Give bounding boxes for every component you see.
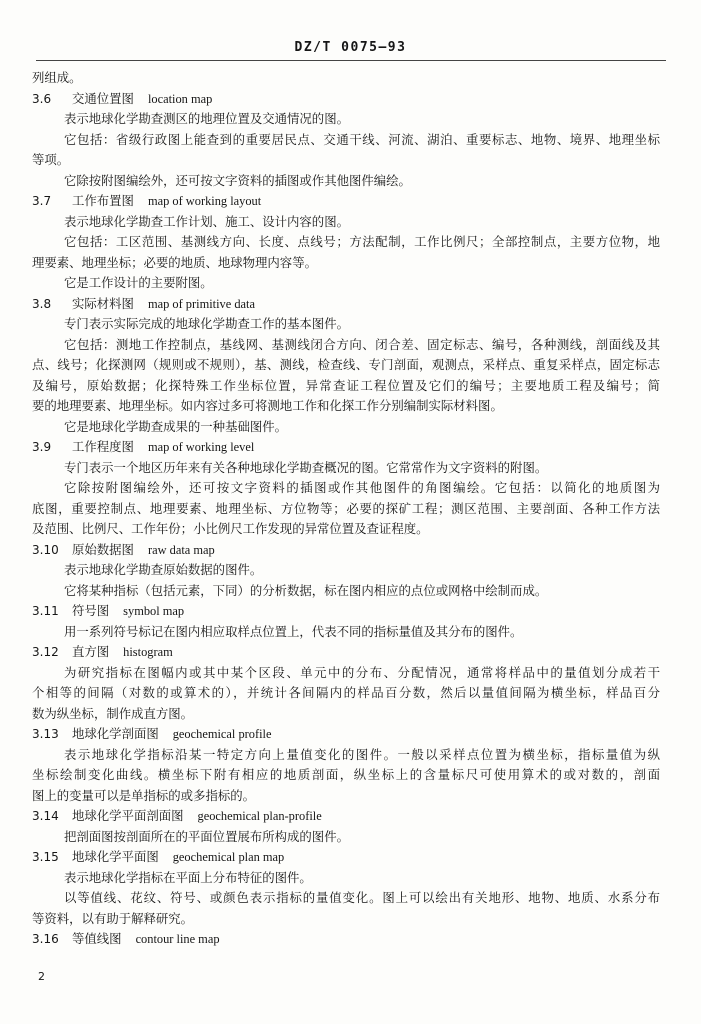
section-number: 3.6 <box>32 91 52 106</box>
standard-code-header: DZ/T 0075—93 <box>294 40 407 55</box>
term-zh: 原始数据图 <box>72 541 134 557</box>
paragraph-line: 表示地球化学勘查工作计划、施工、设计内容的图。 <box>64 213 349 229</box>
paragraph-line: 表示地球化学勘查原始数据的图件。 <box>64 562 263 577</box>
term-en: histogram <box>123 645 173 659</box>
paragraph-line: 表示地球化学指标沿某一特定方向上量值变化的图件。一般以采样点位置为横坐标，指标量值为纵 <box>64 746 660 762</box>
term-zh: 实际材料图 <box>72 295 134 311</box>
term-en: raw data map <box>147 542 215 557</box>
section-heading-3-10 <box>32 540 660 561</box>
term-en: symbol map <box>123 604 185 618</box>
paragraph-line: 它是地球化学勘查成果的一种基础图件。 <box>64 418 288 434</box>
section-number: 3.10 <box>32 542 59 557</box>
paragraph-line: 及编号，原始数据；化探特殊工作坐标位置，异常查证工程位置及它们的编号；主要地质工程及编号；简 <box>32 377 660 393</box>
section-heading-3-6 <box>32 89 660 110</box>
section-heading-3-7 <box>32 191 660 212</box>
page-number: 2 <box>38 970 45 983</box>
paragraph-line: 以等值线、花纹、符号、或颜色表示指标的量值变化。图上可以绘出有关地形、地物、地质、水系分布 <box>64 890 660 905</box>
section-heading-3-8 <box>32 294 660 315</box>
section-number: 3.8 <box>32 296 52 311</box>
term-en: geochemical profile <box>172 727 272 741</box>
section-heading-3-15 <box>32 847 660 868</box>
paragraph-line: 个相等的间隔（对数的或算术的），并统计各间隔内的样品百分数，然后以量值间隔为横坐标，样品百分 <box>32 685 660 700</box>
term-en: location map <box>147 91 213 106</box>
term-en: map of working layout <box>147 194 262 208</box>
section-heading-3-13 <box>32 724 660 745</box>
paragraph-line: 及范围、比例尺、工作年份；小比例尺工作发现的异常位置及查证程度。 <box>32 521 429 536</box>
term-zh: 地球化学平面剖面图 <box>72 808 184 823</box>
paragraph-line: 为研究指标在图幅内或其中某个区段、单元中的分布、分配情况，通常将样品中的量值划分成若干 <box>64 664 660 680</box>
paragraph-line: 它将某种指标（包括元素，下同）的分析数据，标在图内相应的点位或网格中绘制而成。 <box>64 582 548 598</box>
term-zh: 交通位置图 <box>72 90 134 106</box>
term-en: contour line map <box>135 932 220 946</box>
section-heading-3-11 <box>32 601 660 622</box>
term-en: map of working level <box>147 440 255 454</box>
paragraph-line: 用一系列符号标记在图内相应取样点位置上，代表不同的指标量值及其分布的图件。 <box>64 623 523 639</box>
paragraph-line: 它是工作设计的主要附图。 <box>64 275 213 290</box>
paragraph-line: 它包括：测地工作控制点，基线网、基测线闭合方向、闭合差、固定标志、编号，各种测线，剖面线及其 <box>64 336 660 352</box>
section-number: 3.7 <box>32 194 52 208</box>
section-number: 3.9 <box>32 440 52 454</box>
term-zh: 符号图 <box>72 603 110 618</box>
term-zh: 工作程度图 <box>72 439 134 454</box>
paragraph-line: 理要素、地理坐标；必要的地质、地球物理内容等。 <box>32 254 317 270</box>
term-zh: 地球化学剖面图 <box>72 726 159 741</box>
term-en: geochemical plan map <box>172 850 285 864</box>
section-heading-3-16 <box>32 929 660 950</box>
continuation-line: 列组成。 <box>32 70 82 85</box>
paragraph-line: 专门表示一个地区历年来有关各种地球化学勘查概况的图。它常常作为文字资料的附图。 <box>64 459 548 475</box>
paragraph-line: 它包括：工区范围、基测线方向、长度、点线号；方法配制，工作比例尺；全部控制点，主要方位物，地 <box>64 234 660 249</box>
paragraph-line: 数为纵坐标，制作成直方图。 <box>32 705 194 721</box>
term-zh: 等值线图 <box>72 931 122 946</box>
paragraph-line: 它除按附图编绘外，还可按文字资料的插图或作其他图件的角图编绘。它包括：以简化的地质图为 <box>64 480 660 495</box>
paragraph-line: 等资料，以有助于解释研究。 <box>32 910 194 926</box>
section-heading-3-9 <box>32 437 660 458</box>
section-number: 3.12 <box>32 645 59 659</box>
paragraph-line: 把剖面图按剖面所在的平面位置展布所构成的图件。 <box>64 828 349 844</box>
body-text <box>32 68 660 950</box>
section-number: 3.16 <box>32 932 59 946</box>
paragraph-line: 图上的变量可以是单指标的或多指标的。 <box>32 787 256 803</box>
section-number: 3.11 <box>32 604 59 618</box>
paragraph-line: 表示地球化学指标在平面上分布特征的图件。 <box>64 869 312 885</box>
paragraph-line: 它包括：省级行政图上能查到的重要居民点、交通干线、河流、湖泊、重要标志、地物、境界、地理坐标 <box>64 131 660 147</box>
section-number: 3.13 <box>32 727 59 741</box>
paragraph-line: 它除按附图编绘外，还可按文字资料的插图或作其他图件编绘。 <box>64 172 411 188</box>
section-number: 3.15 <box>32 850 59 864</box>
header-rule <box>36 60 666 61</box>
paragraph-line: 等项。 <box>32 152 70 167</box>
section-heading-3-14 <box>32 806 660 827</box>
paragraph-line: 要的地理要素、地理坐标。如内容过多可将测地工作和化探工作分别编制实际材料图。 <box>32 398 503 413</box>
section-heading-3-12 <box>32 642 660 663</box>
paragraph-line: 坐标绘制变化曲线。横坐标下附有相应的地质剖面，纵坐标上的含量标尺可使用算术的或对数的，剖面 <box>32 767 660 782</box>
term-zh: 工作布置图 <box>72 193 134 208</box>
paragraph-line: 底图，重要控制点、地理要素、地理坐标、方位物等；必要的探矿工程；测区范围、主要剖面、各种工作方法 <box>32 500 660 516</box>
paragraph-line: 表示地球化学勘查测区的地理位置及交通情况的图。 <box>64 111 349 126</box>
term-en: geochemical plan-profile <box>197 809 322 823</box>
paragraph-line: 专门表示实际完成的地球化学勘查工作的基本图件。 <box>64 316 349 331</box>
term-en: map of primitive data <box>147 296 255 311</box>
section-number: 3.14 <box>32 809 59 823</box>
term-zh: 地球化学平面图 <box>72 849 159 864</box>
paragraph-line: 点、线号；化探测网（规则或不规则），基、测线，检查线、专门剖面，观测点，采样点、重复采样点，固定标志 <box>32 357 660 372</box>
term-zh: 直方图 <box>72 644 110 659</box>
